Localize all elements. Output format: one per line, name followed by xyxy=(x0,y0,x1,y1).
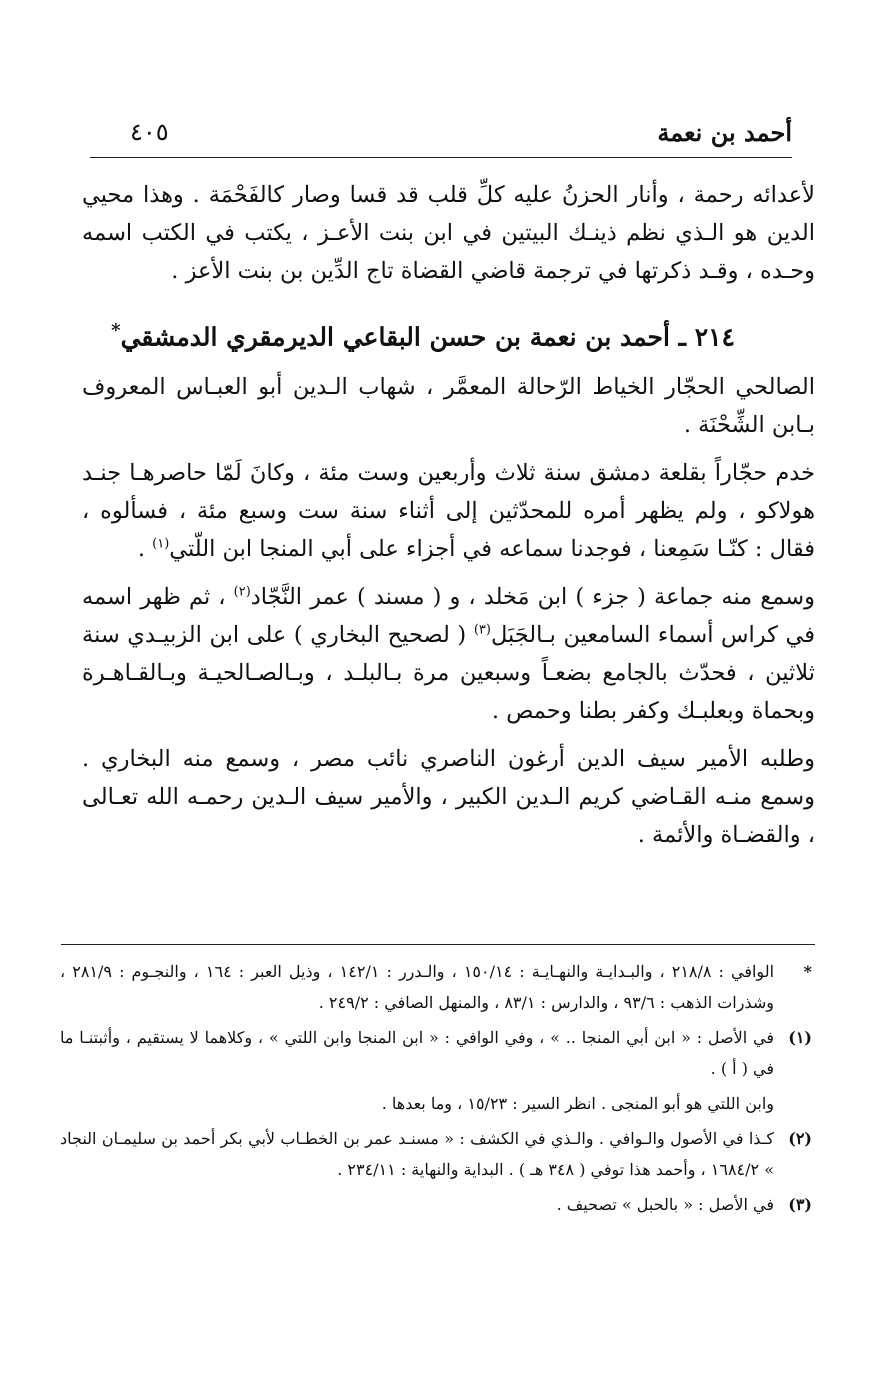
footnote-mark: * xyxy=(803,962,812,981)
footnote-text: في الأصل : « بالحبل » تصحيف . xyxy=(556,1195,774,1214)
intro-paragraph: لأعدائه رحمة ، وأنار الحزنُ عليه كلِّ قلب قد قسا وصار كالفَحْمَة . وهذا محيي الدين هو الـذي نظم ذينـك البيتين في ابن بنت الأعـز ، يكتب في الكتب اسمه وحـده ، وقـد ذكرتها في ترجمة قاضي القضاة تاج الدِّين بن بنت الأعز . xyxy=(82,182,815,284)
paragraph-1: الصالحي الحجّار الخياط الرّحالة المعمَّر ، شهاب الـدين أبو العبـاس المعروف بـابن الشِّحْنَة . xyxy=(82,374,815,439)
footnote-1 xyxy=(60,1022,812,1084)
paragraph-3-text-a: وسمع منه جماعة ( جزء ) ابن مَخلد ، و ( مسند ) عمر النَّجّاد xyxy=(250,584,815,611)
paragraph-2 xyxy=(82,454,815,568)
footnote-ref-2[interactable]: (٢) xyxy=(233,584,251,600)
page-number: ٤٠٥ xyxy=(130,118,169,146)
footnote-text: الوافي : ٢١٨/٨ ، والبـدايـة والنهـايـة : ١٥٠/١٤ ، والـدرر : ١٤٢/١ ، وذيل العبر : ١٦٤ ، والنجـوم : ٢٨١/٩ ، وشذرات الذهب : ٩٣/٦ ، والدارس : ٨٣/١ ، والمنهل الصافي : ٢٤٩/٢ . xyxy=(60,962,775,1012)
header-divider xyxy=(90,157,792,158)
running-header-title: أحمد بن نعمة xyxy=(657,118,792,147)
footnote-3 xyxy=(60,1189,812,1220)
paragraph-2-end: . xyxy=(137,536,153,563)
footnote-text: في الأصل : « ابن أبي المنجا .. » ، وفي الوافي : « ابن المنجا وابن اللتي » ، وكلاهما لا يستقيم ، وأثبتنـا ما في ( أ ) . xyxy=(60,1028,774,1078)
footnote-mark: (٢) xyxy=(788,1129,812,1148)
footnote-1-extra: وابن اللتي هو أبو المنجى . انظر السير : ١٥/٢٣ ، وما بعدها . xyxy=(381,1094,774,1113)
paragraph-3 xyxy=(82,578,815,730)
footnote-2 xyxy=(60,1123,812,1185)
paragraph-3-text-b: ، ثم ظهر اسمه في كراس أسماء السامعين بـالجَبَل xyxy=(82,584,815,649)
entry-heading-text: ٢١٤ ـ أحمد بن نعمة بن حسن البقاعي الديرمقري الدمشقي xyxy=(120,322,735,352)
running-header xyxy=(90,118,792,154)
footnote-ref-3[interactable]: (٣) xyxy=(473,622,491,638)
footnote-ref-1[interactable]: (١) xyxy=(152,536,170,552)
paragraph-3-text-c: ( لصحيح البخاري ) على ابن الزبيـدي سنة ثلاثين ، فحدّث بالجامع بضعـاً وسبعين مرة بـالبلـد ، وبـالصـالحيـة وبـالقـاهـرة وبحماة وبعلبـك وكفر بطنا وحمص . xyxy=(82,622,815,725)
entry-heading-star: * xyxy=(111,320,121,341)
paragraph-2-text: خدم حجّاراً بقلعة دمشق سنة ثلاث وأربعين وست مئة ، وكانَ لَمّا حاصرهـا جنـد هولاكو ، ولم يظهر أمره للمحدّثين إلى أثناء سنة ست وسبع مئة ، فسألوه ، فقال : كنّـا سَمِعنا ، فوجدنا سماعه في أجزاء على أبي المنجا ابن اللّتي xyxy=(82,460,815,563)
footnote-mark: (١) xyxy=(788,1028,812,1047)
footnote-mark: (٣) xyxy=(788,1195,812,1214)
paragraph-4: وطلبه الأمير سيف الدين أرغون الناصري نائب مصر ، وسمع منه البخاري . وسمع منـه القـاضي كريم الـدين الكبير ، والأمير سيف الـدين رحمـه الله تعـالى ، والقضـاة والأئمة . xyxy=(82,746,815,849)
main-text xyxy=(82,176,815,864)
footnotes xyxy=(60,956,812,1224)
footnote-sources xyxy=(60,956,812,1018)
footnote-text: كـذا في الأصول والـوافي . والـذي في الكشف : « مسنـد عمر بن الخطـاب لأبي بكر أحمد بن سليمـان النجاد » ١٦٨٤/٢ ، وأحمد هذا توفي ( ٣٤٨ هـ ) . البداية والنهاية : ٢٣٤/١١ . xyxy=(60,1129,774,1179)
entry-heading xyxy=(82,308,815,360)
footnote-divider xyxy=(61,944,815,945)
